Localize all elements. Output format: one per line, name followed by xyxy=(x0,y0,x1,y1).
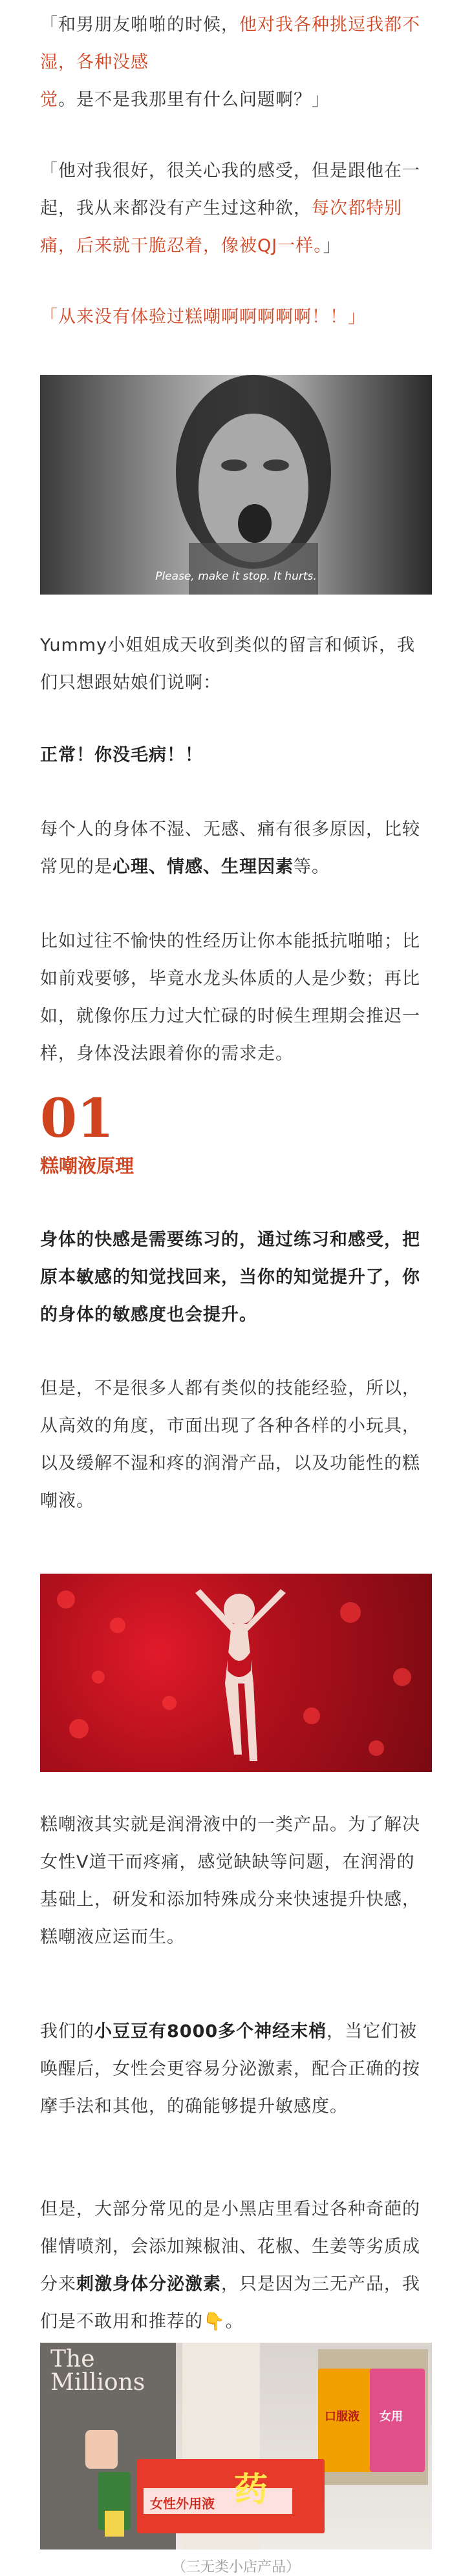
text-span: 每个人的身体不湿、无感、痛有很多原因，比较常见的是 xyxy=(40,819,420,877)
text-span: ，只是因为三无产品，我们是不敢用和推荐的 xyxy=(40,2274,420,2332)
woman-in-rose-petals-illustration xyxy=(40,1574,432,1772)
text-span: 但是，大部分常见的是小黑店里看过各种奇葩的催情喷剂，会添加辣椒油、花椒、生姜等劣质成分来 xyxy=(40,2199,420,2294)
shirt-print-text: The Millions xyxy=(50,2346,145,2396)
package-label: 口服液 xyxy=(325,2410,359,2423)
package-label: 女用 xyxy=(380,2410,403,2423)
section-title: 糕嘲液原理 xyxy=(40,1155,134,1177)
text-span: 我们的 xyxy=(40,2022,94,2042)
paragraph-products xyxy=(40,1370,432,1520)
box-subtitle: 女性外用液 xyxy=(150,2496,215,2511)
paragraph-quote-1 xyxy=(40,6,432,119)
paragraph-examples xyxy=(40,923,432,1073)
bold-text: 心理、情感、生理因素 xyxy=(113,857,294,877)
products-photo xyxy=(40,2343,432,2550)
paragraph-quote-2 xyxy=(40,153,432,265)
paragraph-quote-3 xyxy=(40,299,432,336)
text-span: 「他对我很好，很关心我的感受，但是跟他在一起，我从来都没有产生过这种欲， xyxy=(40,161,420,218)
paragraph-definition xyxy=(40,1806,432,1956)
text-block: Yummy小姐姐成天收到类似的留言和倾诉，我们只想跟姑娘们说啊： xyxy=(40,635,416,693)
bold-text: 身体的快感是需要练习的，通过练习和感受，把原本敏感的知觉找回来，当你的知觉提升了，你的身体的敏感度也会提升。 xyxy=(40,1230,420,1325)
text-block: 但是，不是很多人都有类似的技能经验，所以，从高效的角度，市面出现了各种各样的小玩具，以及缓解不湿和疼的润滑产品，以及功能性的糕嘲液。 xyxy=(40,1378,420,1511)
paragraph-reasons xyxy=(40,811,432,886)
section-header xyxy=(40,1088,432,1178)
movie-subtitle: Please, make it stop. It hurts. xyxy=(155,570,317,583)
text-block: 糕嘲液其实就是润滑液中的一类产品。为了解决女性V道干而疼痛，感觉缺缺等问题，在润滑的基础上，研发和添加特殊成分来快速提升快感，糕嘲液应运而生。 xyxy=(40,1815,420,1947)
bold-text: 刺激身体分泌激素 xyxy=(76,2274,221,2294)
text-span: 。是不是我那里有什么问题啊？」 xyxy=(58,90,330,110)
highlight-text: 「从来没有体验过糕嘲啊啊啊啊啊！！」 xyxy=(40,307,366,327)
text-span: 等。 xyxy=(294,857,330,877)
paragraph-intro xyxy=(40,627,432,702)
movie-still-image xyxy=(40,375,432,595)
highlight-text: 每次都特别痛，后来就干脆忍着，像被QJ一样。 xyxy=(40,198,402,256)
crying-woman-illustration xyxy=(40,375,432,595)
paragraph-nerve-endings xyxy=(40,2013,432,2126)
text-span: ，当它们被唤醒后，女性会更容易分泌激素，配合正确的按摩手法和其他，的确能够提升敏感度。 xyxy=(40,2022,420,2117)
paragraph-practice xyxy=(40,1221,432,1334)
text-span: 。 xyxy=(225,2312,244,2332)
box-label: 药 xyxy=(234,2471,268,2509)
rose-petals-image xyxy=(40,1574,432,1772)
text-span: 「和男朋友啪啪的时候， xyxy=(40,15,239,35)
section-number: 01 xyxy=(40,1088,114,1150)
paragraph-warning xyxy=(40,2191,432,2341)
text-block: 比如过往不愉快的性经历让你本能抵抗啪啪；比如前戏要够，毕竟水龙头体质的人是少数；再比如，就像你压力过大忙碌的时候生理期会推迟一样，身体没法跟着你的需求走。 xyxy=(40,931,420,1064)
paragraph-emphasis xyxy=(40,737,432,774)
text-span: 」 xyxy=(323,236,341,256)
pointing-down-emoji: 👇 xyxy=(203,2312,226,2332)
image-caption: （三无类小店产品） xyxy=(171,2559,300,2575)
bold-text: 正常！你没毛病！！ xyxy=(40,745,203,765)
bold-text: 小豆豆有8000多个神经末梢 xyxy=(94,2022,327,2042)
highlight-text: 他对我各种挑逗我都不湿，各种没感觉 xyxy=(40,15,420,110)
